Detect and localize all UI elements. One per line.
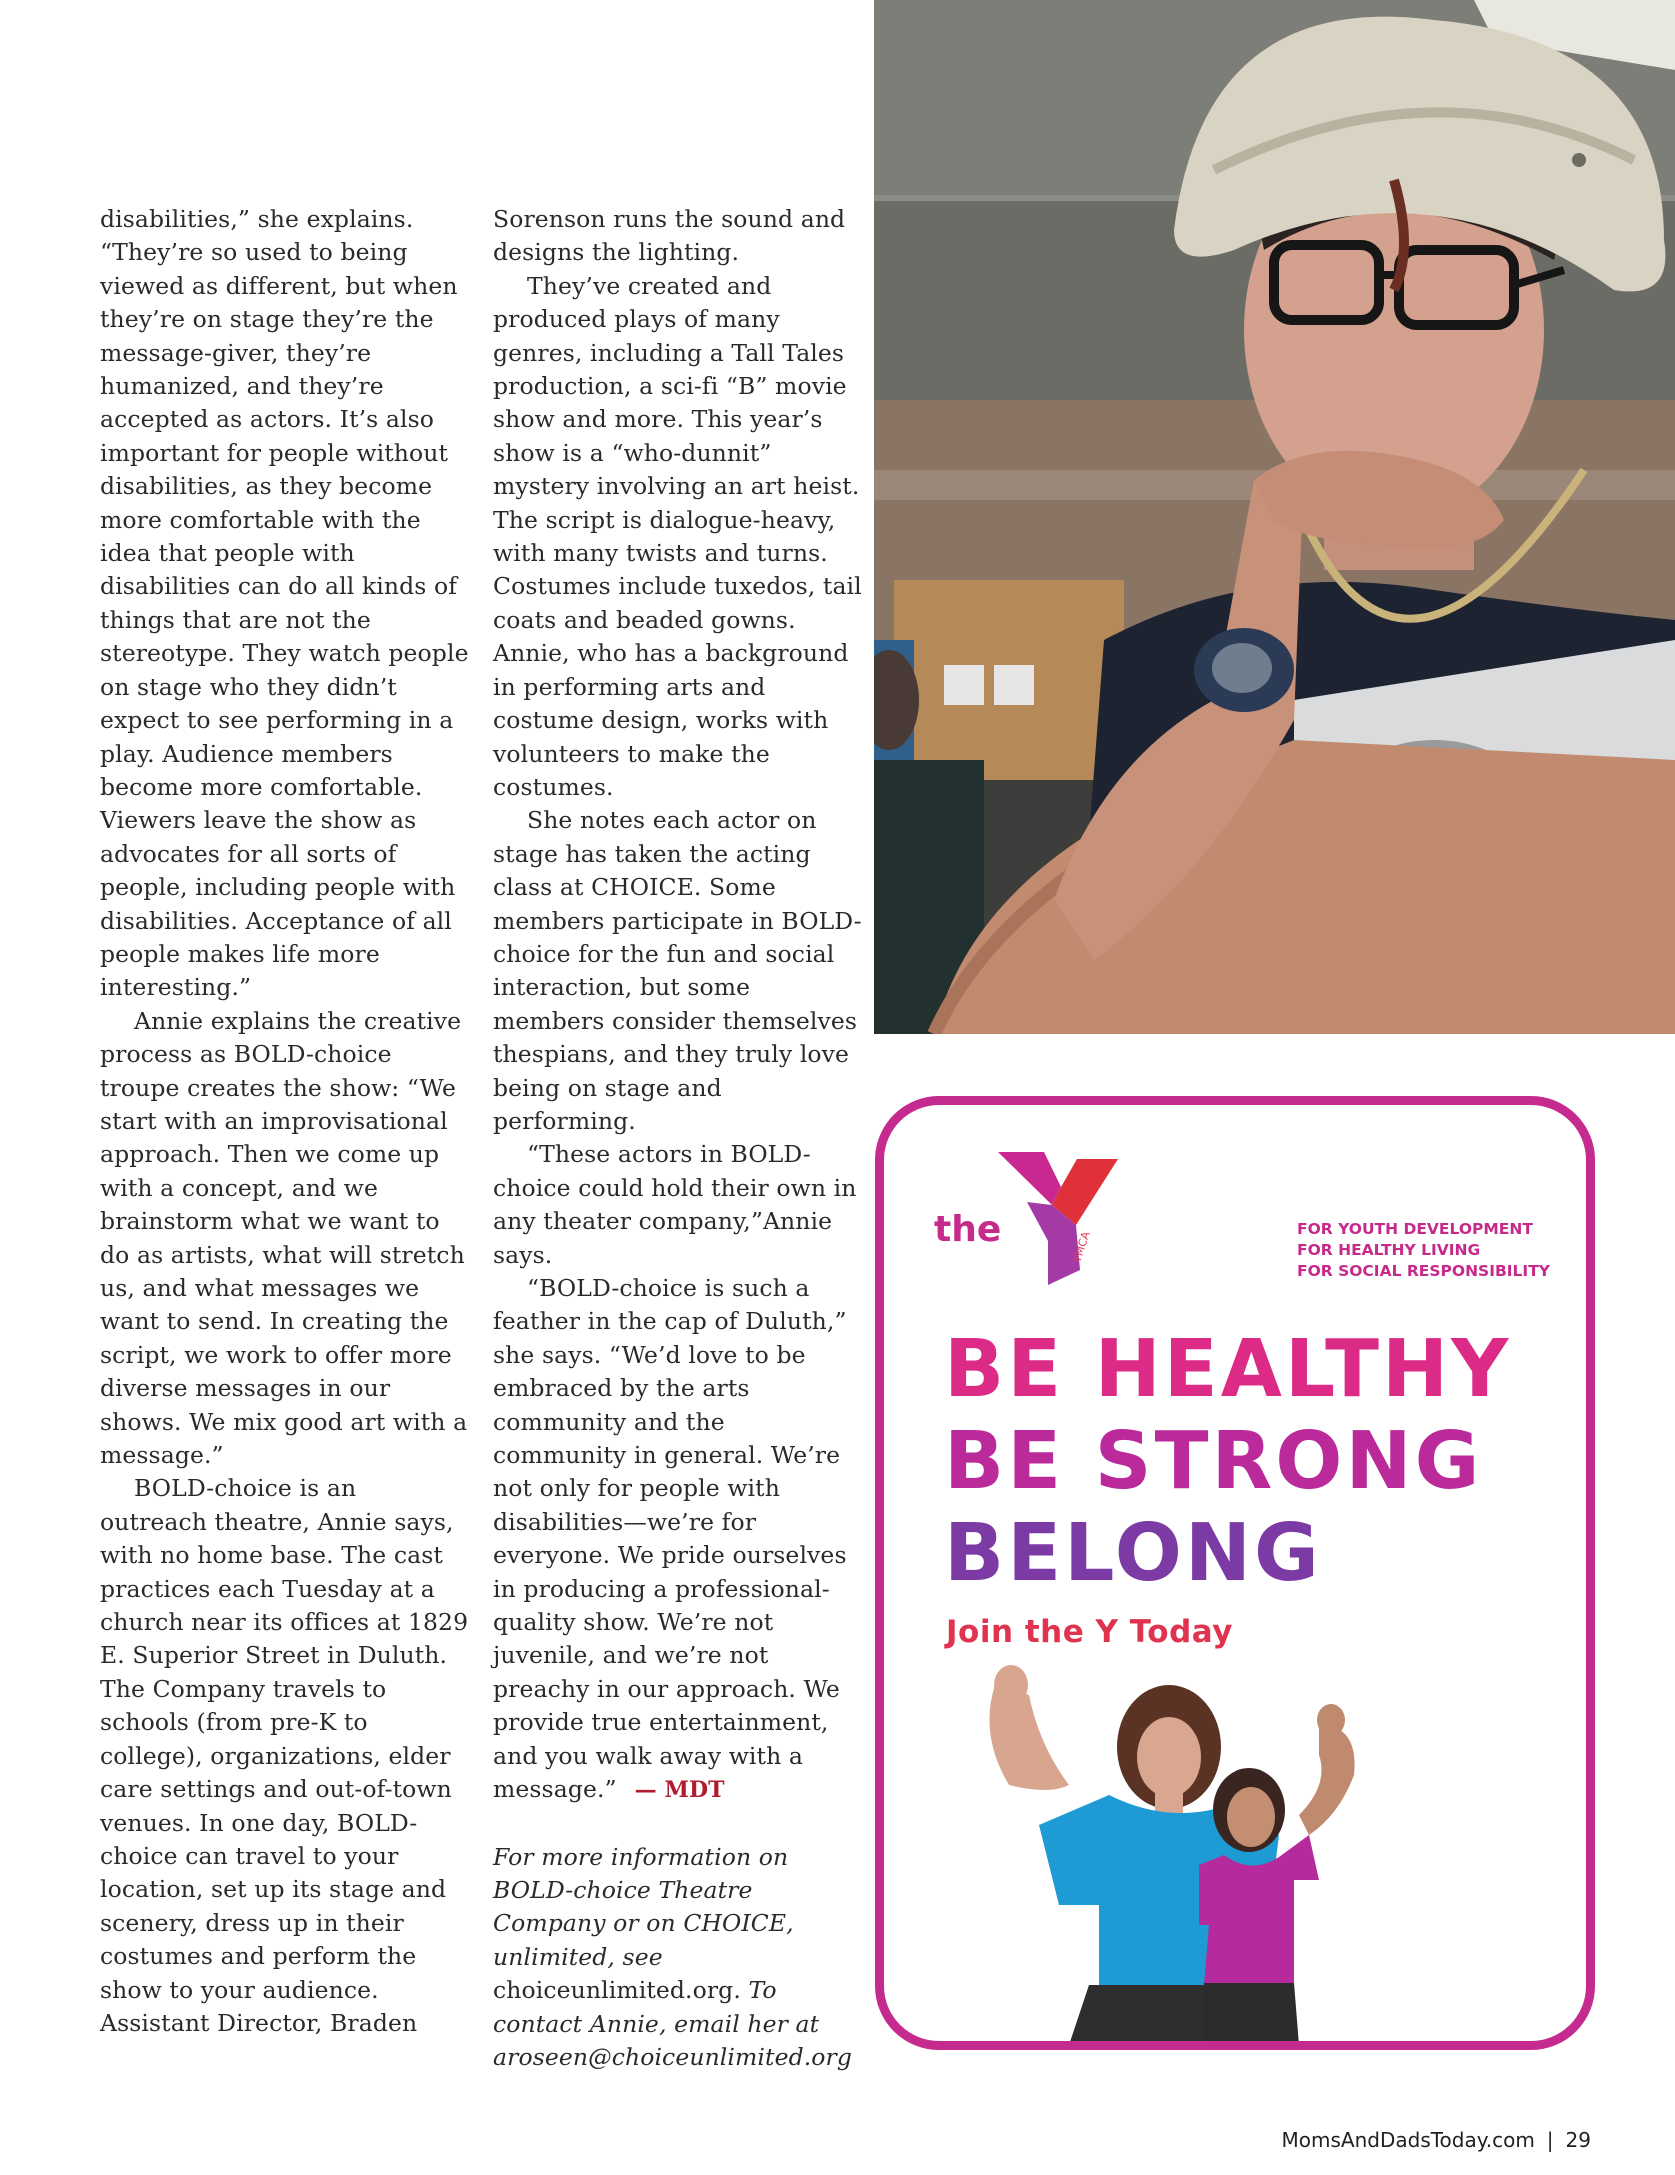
body-paragraph: BOLD-choice is an outreach theatre, Annie says, with no home base. The cast practices each Tuesday at a church near its offices at 1829 E. Superior Street in Duluth. The Company travels to schools (from pre-K to college), organizations, elder care settings and out-of-town venues. In one day, BOLD-choice can travel to your location, set up its stage and scenery, dress up in their costumes and perform the show to your audience. Assistant Director, Braden <box>100 1474 469 2037</box>
contact-text: To contact Annie, email her at aroseen@choiceunlimited.org <box>493 1976 853 2071</box>
footer-site[interactable]: MomsAndDadsToday.com <box>1281 2128 1535 2152</box>
footer-separator: | <box>1546 2128 1554 2152</box>
tagline-line: FOR HEALTHY LIVING <box>1297 1241 1481 1259</box>
info-link[interactable]: choiceunlimited.org. <box>493 1976 741 2005</box>
article-photo <box>874 0 1675 1034</box>
info-text: For more information on BOLD-choice Theatre Company or on CHOICE, unlimited, see <box>493 1842 794 1971</box>
body-paragraph: Annie explains the creative process as BOLD-choice troupe creates the show: “We start with an improvisational approach. Then we come up with a concept, and we brainstorm what we want to do as artists, what will stretch us, and what messages we want to send. In creating the script, we work to offer more diverse messages in our shows. We mix good art with a message.” <box>100 1006 468 1470</box>
body-paragraph: Sorenson runs the sound and designs the lighting. <box>493 205 846 267</box>
tagline-line: FOR SOCIAL RESPONSIBILITY <box>1297 1262 1550 1280</box>
join-cta[interactable]: Join the Y Today <box>946 1614 1233 1650</box>
article-column-1 <box>100 203 470 2040</box>
people-flexing-image <box>959 1665 1379 2045</box>
article-column-2 <box>493 203 863 2074</box>
quote-text: “BOLD-choice is such a feather in the cap of Duluth,” she says. “We’d love to be embraced by the arts community and the community in general. We’re not only for people with disabilities—we’re for everyone. We pride ourselves in producing a professional-quality show. We’re not juvenile, and we’re not preachy in our approach. We provide true entertainment, and you walk away with a message.” <box>493 1274 847 1804</box>
headline-line-1: BE HEALTHY <box>944 1323 1512 1415</box>
body-paragraph: They’ve created and produced plays of many genres, including a Tall Tales production, a sci-fi “B” movie show and more. This year’s show is a “who-dunnit” mystery involving an art heist. The script is dialogue-heavy, with many twists and turns. Costumes include tuxedos, tail coats and beaded gowns. Annie, who has a background in performing arts and costume design, works with volunteers to make the costumes. <box>493 271 862 801</box>
headline-line-2: BE STRONG <box>944 1415 1483 1507</box>
photo-illustration <box>874 0 1675 1034</box>
body-paragraph: She notes each actor on stage has taken the acting class at CHOICE. Some members participate in BOLD-choice for the fun and social interaction, but some members consider themselves thespians, and they truly love being on stage and performing. <box>493 806 862 1135</box>
ymca-advertisement[interactable] <box>875 1096 1595 2050</box>
tagline-line: FOR YOUTH DEVELOPMENT <box>1297 1220 1533 1238</box>
ymca-tagline <box>1297 1219 1550 1282</box>
logo-the-text: the <box>934 1209 1002 1250</box>
author-signature: — MDT <box>634 1777 725 1804</box>
body-paragraph: “These actors in BOLD-choice could hold their own in any theater company,”Annie says. <box>493 1140 857 1269</box>
more-info-note <box>493 1841 863 2075</box>
page-footer <box>1282 2128 1591 2152</box>
body-paragraph: disabilities,” she explains. “They’re so used to being viewed as different, but when they’re on stage they’re the message-giver, they’re humanized, and they’re accepted as actors. It’s also important for people without disabilities, as they become more comfortable with the idea that people with disabilities can do all kinds of things that are not the stereotype. They watch people on stage who they didn’t expect to see performing in a play. Audience members become more comfortable. Viewers leave the show as advocates for all sorts of people, including people with disabilities. Acceptance of all people makes life more interesting.” <box>100 205 469 1002</box>
logo-ymca-text: YMCA <box>1070 1230 1093 1264</box>
headline-line-3: BELONG <box>944 1507 1322 1599</box>
page-number: 29 <box>1565 2128 1591 2152</box>
ymca-logo <box>932 1145 1142 1295</box>
body-paragraph <box>493 1272 863 1808</box>
